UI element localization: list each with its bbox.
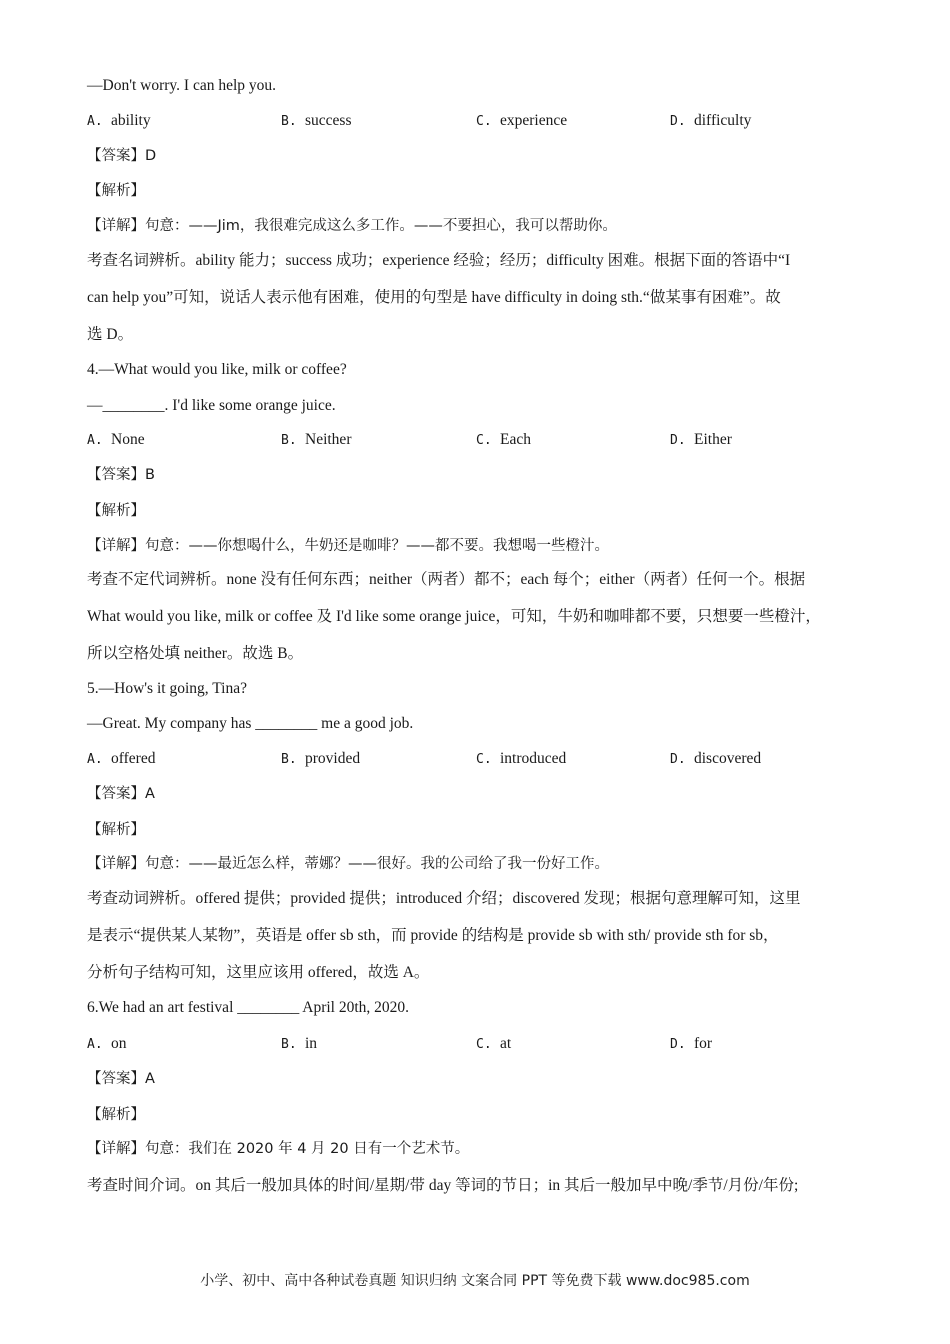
option-text: Each bbox=[500, 431, 531, 448]
option-text: experience bbox=[500, 112, 568, 129]
option-letter: A. bbox=[87, 433, 103, 448]
page-footer: 小学、初中、高中各种试卷真题 知识归纳 文案合同 PPT 等免费下载 www.doc985.com bbox=[200, 1273, 750, 1289]
option-letter: A. bbox=[87, 114, 103, 129]
q5-explain-line-3: 分析句子结构可知，这里应该用 offered，故选 A。 bbox=[87, 964, 430, 981]
option-text: provided bbox=[305, 750, 361, 767]
option-letter: C. bbox=[476, 1037, 492, 1052]
option-text: for bbox=[694, 1035, 713, 1052]
option-letter: A. bbox=[87, 752, 103, 767]
q6-option-b[interactable] bbox=[281, 1034, 471, 1055]
option-letter: C. bbox=[476, 752, 492, 767]
option-letter: D. bbox=[670, 433, 686, 448]
option-text: difficulty bbox=[694, 112, 752, 129]
q5-option-b[interactable] bbox=[281, 749, 471, 770]
q3-explain-line-2: can help you”可知，说话人表示他有困难，使用的句型是 have difficulty in doing sth.“做某事有困难”。故 bbox=[87, 289, 781, 306]
option-letter: B. bbox=[281, 433, 297, 448]
q5-reply: —Great. My company has ________ me a good job. bbox=[87, 715, 414, 732]
option-text: ability bbox=[111, 112, 151, 129]
option-text: offered bbox=[111, 750, 156, 767]
q3-answer: 【答案】D bbox=[87, 148, 157, 164]
q4-option-b[interactable] bbox=[281, 430, 471, 451]
q5-answer: 【答案】A bbox=[87, 786, 155, 802]
option-letter: D. bbox=[670, 752, 686, 767]
option-text: success bbox=[305, 112, 352, 129]
option-text: None bbox=[111, 431, 145, 448]
q4-explain-line-3: 所以空格处填 neither。故选 B。 bbox=[87, 645, 304, 662]
q4-detail: 【详解】句意：——你想喝什么，牛奶还是咖啡？——都不要。我想喝一些橙汁。 bbox=[87, 538, 609, 554]
q4-question: 4.—What would you like, milk or coffee? bbox=[87, 361, 347, 378]
option-text: introduced bbox=[500, 750, 567, 767]
q3-explain-line-3: 选 D。 bbox=[87, 326, 134, 343]
q5-explain-line-1: 考查动词辨析。offered 提供；provided 提供；introduced 介绍；discovered 发现；根据句意理解可知，这里 bbox=[87, 890, 801, 907]
q5-option-c[interactable] bbox=[476, 749, 666, 770]
option-text: on bbox=[111, 1035, 127, 1052]
q3-detail: 【详解】句意：——Jim，我很难完成这么多工作。——不要担心，我可以帮助你。 bbox=[87, 218, 617, 234]
q6-option-d[interactable] bbox=[670, 1034, 860, 1055]
q4-reply: —________. I'd like some orange juice. bbox=[87, 397, 336, 414]
option-letter: B. bbox=[281, 114, 297, 129]
q3-option-c[interactable] bbox=[476, 111, 666, 132]
q5-option-d[interactable] bbox=[670, 749, 860, 770]
q5-explain-line-2: 是表示“提供某人某物”，英语是 offer sb sth，而 provide 的结构是 provide sb with sth/ provide sth for sb， bbox=[87, 927, 779, 944]
q3-option-d[interactable] bbox=[670, 111, 860, 132]
option-text: discovered bbox=[694, 750, 762, 767]
option-letter: D. bbox=[670, 1037, 686, 1052]
option-letter: D. bbox=[670, 114, 686, 129]
q4-option-c[interactable] bbox=[476, 430, 666, 451]
option-letter: C. bbox=[476, 433, 492, 448]
q4-option-d[interactable] bbox=[670, 430, 860, 451]
q3-explain-line-1: 考查名词辨析。ability 能力；success 成功；experience 经验；经历；difficulty 困难。根据下面的答语中“I bbox=[87, 252, 791, 269]
option-letter: A. bbox=[87, 1037, 103, 1052]
q3-option-b[interactable] bbox=[281, 111, 471, 132]
q6-analysis-heading: 【解析】 bbox=[87, 1107, 145, 1123]
q3-reply: —Don't worry. I can help you. bbox=[87, 77, 277, 94]
q5-analysis-heading: 【解析】 bbox=[87, 822, 145, 838]
q3-analysis-heading: 【解析】 bbox=[87, 183, 145, 199]
option-letter: B. bbox=[281, 752, 297, 767]
q3-option-a[interactable] bbox=[87, 111, 277, 132]
q6-question: 6.We had an art festival ________ April 20th, 2020. bbox=[87, 999, 410, 1016]
option-text: Neither bbox=[305, 431, 352, 448]
option-text: in bbox=[305, 1035, 318, 1052]
q4-answer: 【答案】B bbox=[87, 467, 155, 483]
q4-explain-line-1: 考查不定代词辨析。none 没有任何东西；neither（两者）都不；each 每个；either（两者）任何一个。根据 bbox=[87, 571, 806, 588]
option-text: at bbox=[500, 1035, 512, 1052]
q6-option-a[interactable] bbox=[87, 1034, 277, 1055]
q6-detail: 【详解】句意：我们在 2020 年 4 月 20 日有一个艺术节。 bbox=[87, 1141, 470, 1157]
q4-analysis-heading: 【解析】 bbox=[87, 503, 145, 519]
q5-question: 5.—How's it going, Tina? bbox=[87, 680, 247, 697]
q5-option-a[interactable] bbox=[87, 749, 277, 770]
option-letter: C. bbox=[476, 114, 492, 129]
q6-answer: 【答案】A bbox=[87, 1071, 155, 1087]
q4-explain-line-2: What would you like, milk or coffee 及 I'd like some orange juice，可知，牛奶和咖啡都不要，只想要一些橙汁， bbox=[87, 608, 821, 625]
q6-explain-line-1: 考查时间介词。on 其后一般加具体的时间/星期/带 day 等词的节日；in 其后一般加早中晚/季节/月份/年份; bbox=[87, 1177, 799, 1194]
option-text: Either bbox=[694, 431, 732, 448]
q4-option-a[interactable] bbox=[87, 430, 277, 451]
option-letter: B. bbox=[281, 1037, 297, 1052]
q6-option-c[interactable] bbox=[476, 1034, 666, 1055]
q5-detail: 【详解】句意：——最近怎么样，蒂娜？——很好。我的公司给了我一份好工作。 bbox=[87, 856, 609, 872]
